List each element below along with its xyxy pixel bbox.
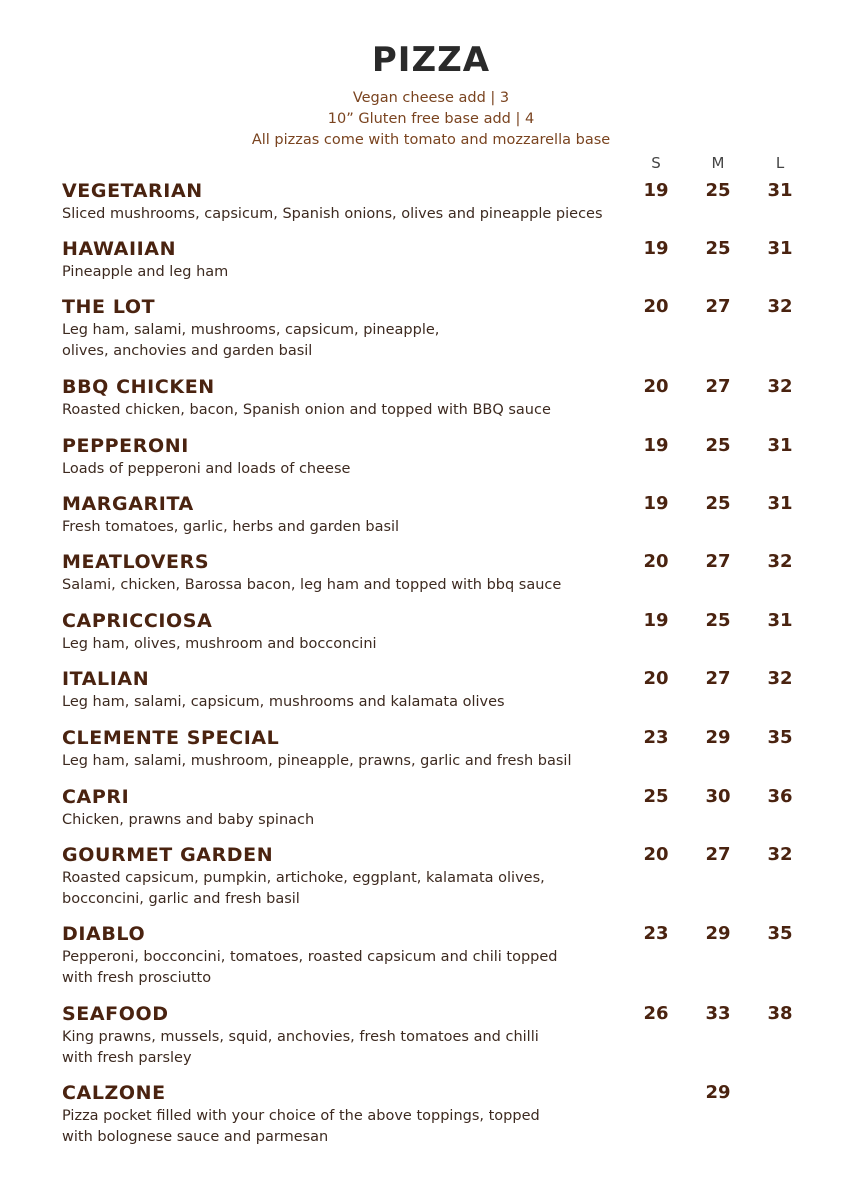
note-base: All pizzas come with tomato and mozzarella base (251, 132, 611, 148)
item-name: THE LOT (62, 296, 156, 318)
item-name: MARGARITA (62, 493, 194, 515)
item-name: CLEMENTE SPECIAL (62, 727, 280, 749)
item-description: Fresh tomatoes, garlic, herbs and garden basil (62, 519, 400, 535)
item-name: HAWAIIAN (62, 238, 177, 260)
price-medium: 27 (705, 296, 731, 317)
price-large: 32 (767, 551, 793, 572)
item-description: Chicken, prawns and baby spinach (62, 812, 315, 828)
item-name: VEGETARIAN (62, 180, 203, 202)
price-medium: 27 (705, 668, 731, 689)
menu-item (62, 492, 822, 538)
price-large: 38 (767, 1003, 793, 1024)
price-small: 23 (643, 923, 669, 944)
price-large: 31 (767, 238, 793, 259)
price-medium: 25 (705, 493, 731, 514)
item-description: Roasted chicken, bacon, Spanish onion and topped with BBQ sauce (62, 402, 551, 418)
menu-item (62, 785, 822, 831)
size-header-medium: M (711, 154, 725, 172)
price-large: 32 (767, 376, 793, 397)
price-medium: 27 (705, 844, 731, 865)
item-description: Leg ham, salami, capsicum, mushrooms and kalamata olives (62, 694, 505, 710)
price-large: 32 (767, 668, 793, 689)
item-name: CAPRI (62, 786, 130, 808)
price-small: 20 (643, 376, 669, 397)
price-medium: 27 (705, 551, 731, 572)
price-large: 36 (767, 786, 793, 807)
note-gluten-free: 10” Gluten free base add | 4 (327, 111, 535, 127)
item-description: Pepperoni, bocconcini, tomatoes, roasted capsicum and chili topped with fresh prosciutto (62, 949, 558, 986)
menu-item (62, 179, 822, 225)
menu-item (62, 843, 822, 910)
size-header-large: L (775, 154, 785, 172)
item-name: CAPRICCIOSA (62, 610, 213, 632)
price-large: 32 (767, 844, 793, 865)
price-large: 32 (767, 296, 793, 317)
item-name: SEAFOOD (62, 1003, 169, 1025)
price-small: 20 (643, 844, 669, 865)
menu-item (62, 434, 822, 480)
item-description: Salami, chicken, Barossa bacon, leg ham and topped with bbq sauce (62, 577, 562, 593)
note-vegan-cheese: Vegan cheese add | 3 (352, 90, 510, 106)
item-description: Sliced mushrooms, capsicum, Spanish onions, olives and pineapple pieces (62, 206, 603, 222)
price-small: 20 (643, 551, 669, 572)
item-description: King prawns, mussels, squid, anchovies, fresh tomatoes and chilli with fresh parsley (62, 1029, 539, 1066)
item-description: Pineapple and leg ham (62, 264, 229, 280)
menu-item (62, 922, 822, 989)
price-small: 19 (643, 435, 669, 456)
price-large: 31 (767, 435, 793, 456)
price-medium: 29 (705, 727, 731, 748)
menu-item (62, 550, 822, 596)
item-name: CALZONE (62, 1082, 166, 1104)
price-medium: 25 (705, 238, 731, 259)
item-name: PEPPERONI (62, 435, 189, 457)
price-small: 20 (643, 296, 669, 317)
menu-item (62, 667, 822, 713)
item-name: DIABLO (62, 923, 146, 945)
item-description: Roasted capsicum, pumpkin, artichoke, eggplant, kalamata olives, bocconcini, garlic and fresh basil (62, 870, 545, 907)
price-small: 19 (643, 610, 669, 631)
menu-notes (0, 88, 862, 151)
page-title: PIZZA (371, 40, 491, 80)
price-small: 19 (643, 493, 669, 514)
price-medium: 25 (705, 435, 731, 456)
price-large: 31 (767, 610, 793, 631)
price-medium: 29 (705, 923, 731, 944)
size-header-small: S (651, 154, 661, 172)
item-description: Leg ham, salami, mushroom, pineapple, prawns, garlic and fresh basil (62, 753, 572, 769)
item-description: Leg ham, olives, mushroom and bocconcini (62, 636, 377, 652)
menu-item (62, 609, 822, 655)
price-medium: 25 (705, 610, 731, 631)
menu-item (62, 726, 822, 772)
item-name: BBQ CHICKEN (62, 376, 215, 398)
price-small: 19 (643, 238, 669, 259)
price-small: 20 (643, 668, 669, 689)
price-small: 25 (643, 786, 669, 807)
price-medium: 33 (705, 1003, 731, 1024)
price-medium: 27 (705, 376, 731, 397)
item-name: MEATLOVERS (62, 551, 210, 573)
price-large: 31 (767, 493, 793, 514)
item-description: Loads of pepperoni and loads of cheese (62, 461, 351, 477)
menu-item (62, 1081, 822, 1148)
menu-item (62, 237, 822, 283)
price-small: 23 (643, 727, 669, 748)
price-large: 31 (767, 180, 793, 201)
price-small: 26 (643, 1003, 669, 1024)
item-description: Pizza pocket filled with your choice of the above toppings, topped with bolognese sauce and parmesan (62, 1108, 540, 1145)
price-medium: 25 (705, 180, 731, 201)
item-description: Leg ham, salami, mushrooms, capsicum, pineapple, olives, anchovies and garden basil (62, 322, 440, 359)
price-large: 35 (767, 727, 793, 748)
item-name: GOURMET GARDEN (62, 844, 274, 866)
menu-item (62, 1002, 822, 1069)
menu-item (62, 295, 822, 362)
menu-item (62, 375, 822, 421)
price-medium: 29 (705, 1082, 731, 1103)
price-large: 35 (767, 923, 793, 944)
price-medium: 30 (705, 786, 731, 807)
price-small: 19 (643, 180, 669, 201)
item-name: ITALIAN (62, 668, 150, 690)
